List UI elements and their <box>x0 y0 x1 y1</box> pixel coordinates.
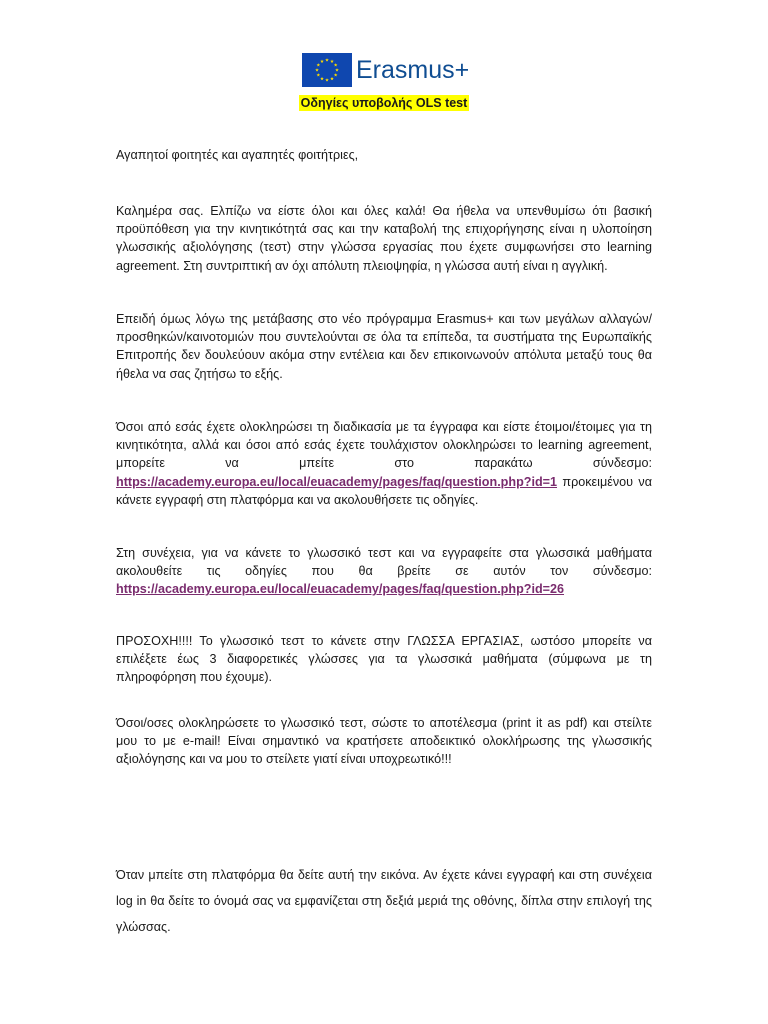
erasmus-logo <box>302 52 469 88</box>
document-title: Οδηγίες υποβολής OLS test <box>300 96 468 110</box>
paragraph-registration-tail: προκειμένου να κάνετε εγγραφή στη πλατφόρμα και να ακολουθήσετε τις οδηγίες. <box>116 474 652 507</box>
registration-link[interactable]: https://academy.europa.eu/local/euacademy/pages/faq/question.php?id=1 <box>116 474 558 489</box>
paragraph-platform-image: Όταν μπείτε στη πλατφόρμα θα δείτε αυτή την εικόνα. Αν έχετε κάνει εγγραφή και στη συνέχεια log in θα δείτε το όνομά σας να εμφανίζεται στη δεξιά μεριά της οθόνης, δίπλα στην επιλογή της γλώσσας. <box>116 868 652 934</box>
paragraph-language-test-text: Στη συνέχεια, για να κάνετε το γλωσσικό τεστ και να εγγραφείτε στα γλωσσικά μαθήματα ακολουθείτε τις οδηγίες που θα βρείτε σε αυτόν τον σύνδεσμο: <box>116 546 652 579</box>
paragraph-registration <box>116 418 652 509</box>
greeting: Αγαπητοί φοιτητές και αγαπητές φοιτήτριες, <box>116 148 359 162</box>
paragraph-registration-text: Όσοι από εσάς έχετε ολοκληρώσει τη διαδικασία με τα έγγραφα και είστε έτοιμοι/έτοιμες για τη κινητικότητα, αλλά και όσοι από εσάς έχετε τουλάχιστον ολοκληρώσει το learning agreement, μπορείτε να μπείτε στο παρακάτω σύνδεσμο: <box>116 420 652 471</box>
paragraph-warning: ΠΡΟΣΟΧΗ!!!! Το γλωσσικό τεστ το κάνετε στην ΓΛΩΣΣΑ ΕΡΓΑΣΙΑΣ, ωστόσο μπορείτε να επιλέξετε έως 3 διαφορετικές γλώσσες για τα γλωσσικά μαθήματα (σύμφωνα με τη πληροφόρηση που έχουμε). <box>116 634 652 685</box>
title-container <box>0 94 768 112</box>
eu-flag-icon <box>302 53 352 87</box>
paragraph-transition: Επειδή όμως λόγω της μετάβασης στο νέο πρόγραμμα Erasmus+ και των μεγάλων αλλαγών/προσθηκών/καινοτομιών που συντελούνται σε όλα τα επίπεδα, τα συστήματα της Ευρωπαϊκής Επιτροπής δεν δουλεύουν ακόμα στην εντέλεια και δεν επικοινωνούν απόλυτα μεταξύ τους θα ήθελα να σας ζητήσω το εξής. <box>116 312 652 381</box>
paragraph-save-result: Όσοι/οσες ολοκληρώσετε το γλωσσικό τεστ, σώστε το αποτέλεσμα (print it as pdf) και στείλτε μου το με e-mail! Είναι σημαντικό να κρατήσετε αποδεικτικό ολοκλήρωσης της γλωσσικής αξιολόγησης και να μου το στείλετε γιατί είναι υποχρεωτικό!!! <box>116 716 652 767</box>
eu-flag-background <box>302 53 352 87</box>
language-test-link[interactable]: https://academy.europa.eu/local/euacademy/pages/faq/question.php?id=26 <box>116 582 565 597</box>
paragraph-reminder: Καλημέρα σας. Ελπίζω να είστε όλοι και όλες καλά! Θα ήθελα να υπενθυμίσω ότι βασική προϋπόθεση για την κινητικότητά σας και την καταβολή της επιχορήγησης είναι η υλοποίηση γλωσσικής αξιολόγησης (τεστ) στην γλώσσα εργασίας που έχετε συμφωνήσει στο learning agreement. Στη συντριπτική αν όχι απόλυτη πλειοψηφία, η γλώσσα αυτή είναι η αγγλική. <box>116 204 652 273</box>
paragraph-language-test <box>116 544 652 599</box>
logo-text: Erasmus+ <box>356 56 470 84</box>
